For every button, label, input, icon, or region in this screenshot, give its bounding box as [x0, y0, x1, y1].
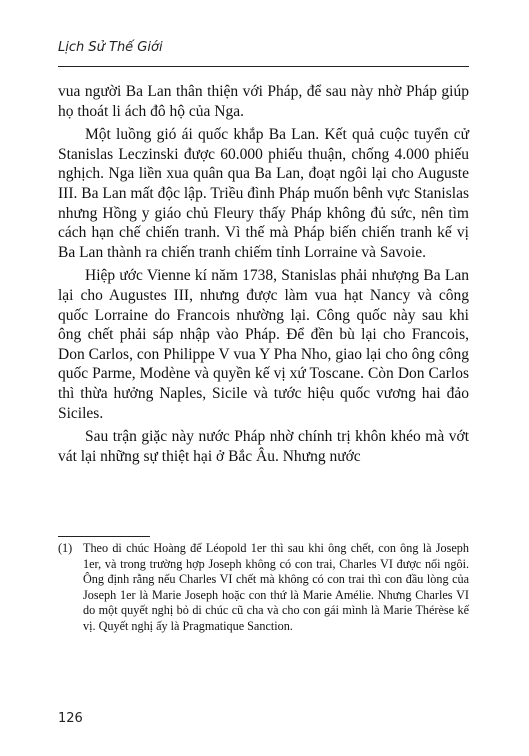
running-title: Lịch Sử Thế Giới: [58, 40, 163, 55]
main-text: [58, 82, 469, 470]
paragraph-continued: vua người Ba Lan thân thiện với Pháp, để sau này nhờ Pháp giúp họ thoát li ách đô hộ của Nga.: [58, 83, 469, 120]
header-rule: [58, 66, 469, 67]
footnote: [58, 541, 469, 635]
page-number: 126: [58, 711, 83, 726]
footnote-rule: [58, 536, 150, 537]
paragraph: Hiệp ước Vienne kí năm 1738, Stanislas phải nhượng Ba Lan lại cho Augustes III, nhưng được làm vua hạt Nancy và công quốc Lorraine do Francois nhường lại. Công quốc này sau khi ông chết phải sáp nhập vào Pháp. Để đền bù lại cho Francois, Don Carlos, con Philippe V vua Y Pha Nho, giao lại cho ông công quốc Parme, Modène và quyền kế vị xứ Toscane. Còn Don Carlos thì thừa hưởng Naples, Sicile và tước hiệu quốc vương hai đảo Siciles.: [58, 267, 469, 422]
footnote-marker: (1): [58, 541, 73, 555]
paragraph: Sau trận giặc này nước Pháp nhờ chính trị khôn khéo mà vớt vát lại những sự thiệt hại ở Bắc Âu. Nhưng nước: [58, 428, 469, 465]
paragraph: Một luồng gió ái quốc khắp Ba Lan. Kết quả cuộc tuyển cử Stanislas Leczinski được 60.000 phiếu thuận, chống 4.000 phiếu nghịch. Nga liền xua quân qua Ba Lan, đoạt ngôi lại cho Auguste III. Ba Lan mất độc lập. Triều đình Pháp muốn bênh vực Stanislas nhưng Hồng y giáo chủ Fleury thấy Pháp không đủ sức, nên tìm cách hạn chế chiến tranh. Vì thế mà Pháp biến chiến tranh kế vị Ba Lan thành ra chiến tranh chiếm tỉnh Lorraine và Savoie.: [58, 126, 469, 261]
footnote-text: Theo di chúc Hoàng đế Léopold 1er thì sau khi ông chết, con ông là Joseph 1er, và trong trường hợp Joseph không có con trai, Charles VI được nối ngôi. Ông định rằng nếu Charles VI chết mà không có con trai thì con đầu lòng của Joseph 1er là Marie Joseph hoặc con thứ là Marie Amélie. Nhưng Charles VI do một quyết nghị bỏ di chúc cũ cha và cho con gái mình là Marie Thérèse kế vị. Quyết nghị ấy là Pragmatique Sanction.: [83, 541, 469, 633]
